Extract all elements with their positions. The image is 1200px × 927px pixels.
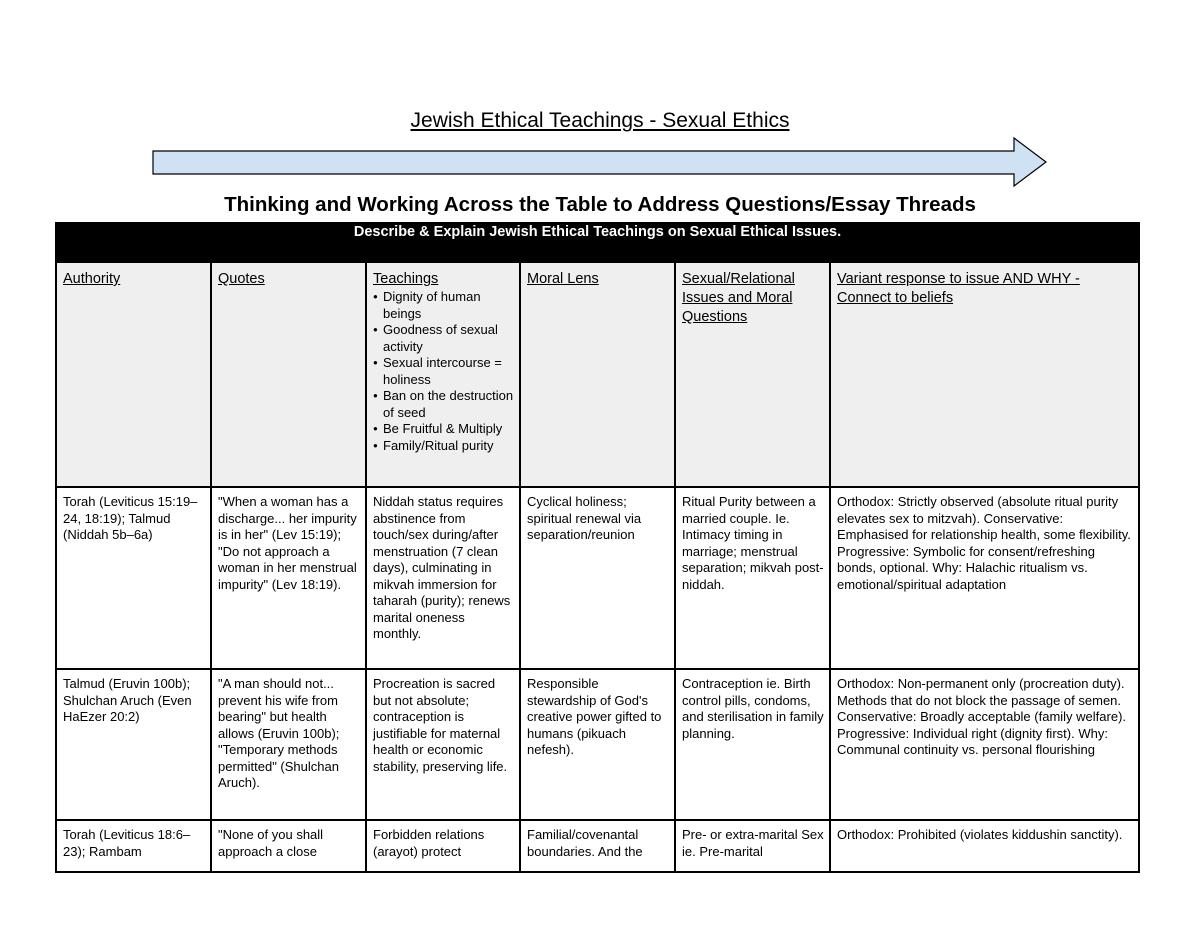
cell-authority: Torah (Leviticus 18:6–23); Rambam bbox=[56, 820, 211, 872]
cell-moral-lens: Responsible stewardship of God's creative power gifted to humans (pikuach nefesh). bbox=[520, 669, 675, 820]
arrow-right-icon bbox=[150, 136, 1050, 190]
teaching-point: ● Ban on the destruction of seed bbox=[373, 388, 514, 421]
header-variant-response: Variant response to issue AND WHY - Connect to beliefs bbox=[830, 262, 1139, 487]
teaching-point: ● Sexual intercourse = holiness bbox=[373, 355, 514, 388]
cell-variant-response bbox=[830, 669, 1139, 820]
cell-teachings: Forbidden relations (arayot) protect bbox=[366, 820, 520, 872]
header-issues: Sexual/Relational Issues and Moral Questions bbox=[675, 262, 830, 487]
teaching-point: ● Goodness of sexual activity bbox=[373, 322, 514, 355]
variant-line: Orthodox: Non-permanent only (procreation duty). Methods that do not block the passage of semen. bbox=[837, 676, 1125, 708]
cell-authority: Talmud (Eruvin 100b); Shulchan Aruch (Even HaEzer 20:2) bbox=[56, 669, 211, 820]
cell-quotes: "None of you shall approach a close bbox=[211, 820, 366, 872]
teachings-bullet-list bbox=[373, 289, 514, 454]
variant-line: Progressive: Individual right (dignity first). Why: Communal continuity vs. personal flourishing bbox=[837, 725, 1108, 757]
teaching-point: ● Family/Ritual purity bbox=[373, 438, 514, 455]
cell-issues: Ritual Purity between a married couple. Ie. Intimacy timing in marriage; menstrual separation; mikvah post-niddah. bbox=[675, 487, 830, 669]
table-row bbox=[56, 487, 1139, 669]
teaching-point: ● Be Fruitful & Multiply bbox=[373, 421, 514, 438]
variant-line: Conservative: Broadly acceptable (family welfare). bbox=[837, 709, 1127, 724]
table-row bbox=[56, 820, 1139, 872]
document-title: Jewish Ethical Teachings - Sexual Ethics bbox=[410, 109, 790, 132]
cell-moral-lens: Cyclical holiness; spiritual renewal via separation/reunion bbox=[520, 487, 675, 669]
table-subtitle: Thinking and Working Across the Table to Address Questions/Essay Threads bbox=[224, 193, 976, 216]
cell-authority: Torah (Leviticus 15:19–24, 18:19); Talmud (Niddah 5b–6a) bbox=[56, 487, 211, 669]
cell-moral-lens: Familial/covenantal boundaries. And the bbox=[520, 820, 675, 872]
cell-teachings: Niddah status requires abstinence from touch/sex during/after menstruation (7 clean days), culminating in mikvah immersion for taharah (purity); renews marital oneness monthly. bbox=[366, 487, 520, 669]
cell-variant-response: Orthodox: Strictly observed (absolute ritual purity elevates sex to mitzvah). Conservative: Emphasised for relationship health, some flexibility. Progressive: Symbolic for consent/refreshing bonds, optional. Why: Halachic ritualism vs. emotional/spiritual adaptation bbox=[830, 487, 1139, 669]
cell-variant-response: Orthodox: Prohibited (violates kiddushin sanctity). bbox=[830, 820, 1139, 872]
cell-quotes: "When a woman has a discharge... her impurity is in her" (Lev 15:19); "Do not approach a woman in her menstrual impurity" (Lev 18:19). bbox=[211, 487, 366, 669]
header-quotes: Quotes bbox=[211, 262, 366, 487]
table-header-row bbox=[56, 262, 1139, 487]
cell-issues: Contraception ie. Birth control pills, condoms, and sterilisation in family planning. bbox=[675, 669, 830, 820]
ethics-table bbox=[55, 222, 1140, 873]
cell-quotes: "A man should not... prevent his wife from bearing" but health allows (Eruvin 100b); "Temporary methods permitted" (Shulchan Aruch). bbox=[211, 669, 366, 820]
header-teachings: Teachings ● Dignity of human beings ● Goodness of sexual activity ● Sexual intercourse = holiness ● Ban on the destruction of seed ● Be Fruitful & Multiply ● Family/Ritual purity bbox=[366, 262, 520, 487]
cell-issues: Pre- or extra-marital Sex ie. Pre-marital bbox=[675, 820, 830, 872]
header-authority: Authority bbox=[56, 262, 211, 487]
teaching-point: ● Dignity of human beings bbox=[373, 289, 514, 322]
table-row bbox=[56, 669, 1139, 820]
header-moral-lens: Moral Lens bbox=[520, 262, 675, 487]
cell-teachings: Procreation is sacred but not absolute; contraception is justifiable for maternal health or economic stability, preserving life. bbox=[366, 669, 520, 820]
table-banner: Describe & Explain Jewish Ethical Teachings on Sexual Ethical Issues. bbox=[56, 223, 1139, 262]
